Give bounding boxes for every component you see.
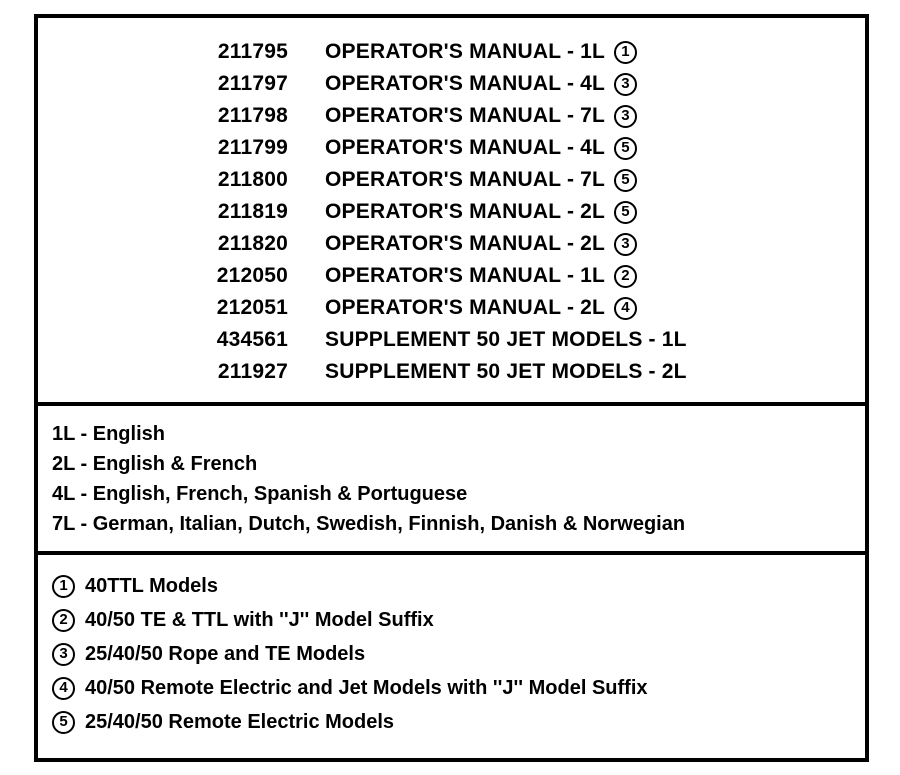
part-number: 212050: [216, 264, 288, 287]
list-item: [52, 637, 865, 671]
language-legend-line: 4L - English, French, Spanish & Portuguese: [52, 483, 468, 505]
part-description-text: OPERATOR'S MANUAL - 7L: [325, 104, 606, 127]
part-description-text: OPERATOR'S MANUAL - 2L: [325, 232, 606, 255]
reference-circle-icon: 3: [614, 105, 637, 128]
part-number: 211799: [217, 136, 288, 159]
part-description-text: OPERATOR'S MANUAL - 2L: [325, 200, 606, 223]
list-item: [52, 603, 865, 637]
reference-circle-icon: 1: [52, 575, 75, 598]
model-note-text: 40/50 Remote Electric and Jet Models with ''J'' Model Suffix: [85, 676, 648, 699]
part-description: [325, 264, 637, 288]
reference-circle-icon: 3: [614, 73, 637, 96]
table-row: [38, 100, 865, 132]
part-description: [325, 40, 637, 64]
part-description: [325, 72, 637, 96]
part-number: 434561: [216, 328, 288, 351]
part-number: 211800: [217, 168, 288, 191]
reference-circle-icon: 4: [52, 677, 75, 700]
reference-circle-icon: 1: [614, 41, 637, 64]
part-number: 211797: [217, 72, 288, 95]
reference-circle-icon: 5: [614, 169, 637, 192]
part-description-text: OPERATOR'S MANUAL - 7L: [325, 168, 606, 191]
table-row: [38, 196, 865, 228]
part-description-text: OPERATOR'S MANUAL - 1L: [325, 40, 606, 63]
part-number: 211798: [217, 104, 288, 127]
part-description-text: OPERATOR'S MANUAL - 1L: [325, 264, 606, 287]
part-description: [325, 168, 637, 192]
reference-circle-icon: 2: [52, 609, 75, 632]
part-description-text: SUPPLEMENT 50 JET MODELS - 2L: [325, 360, 687, 383]
part-description: [325, 136, 637, 160]
language-legend-line: 2L - English & French: [52, 453, 258, 475]
table-row: [38, 132, 865, 164]
part-number: 211795: [217, 40, 288, 63]
reference-circle-icon: 5: [614, 137, 637, 160]
table-row: [38, 68, 865, 100]
part-description: [325, 360, 687, 384]
model-note-text: 40/50 TE & TTL with ''J'' Model Suffix: [85, 608, 434, 631]
reference-circle-icon: 4: [614, 297, 637, 320]
reference-circle-icon: 3: [52, 643, 75, 666]
part-description: [325, 200, 637, 224]
model-notes: [38, 555, 865, 749]
part-description: [325, 232, 637, 256]
reference-circle-icon: 2: [614, 265, 637, 288]
reference-circle-icon: 5: [52, 711, 75, 734]
reference-circle-icon: 3: [614, 233, 637, 256]
list-item: [52, 705, 865, 739]
list-item: [52, 569, 865, 603]
table-row: [38, 164, 865, 196]
part-number: 211819: [217, 200, 288, 223]
part-number: 212051: [216, 296, 288, 319]
part-number: 211820: [217, 232, 288, 255]
language-legend: [38, 406, 865, 555]
part-description: [325, 296, 637, 320]
table-row: [38, 260, 865, 292]
reference-circle-icon: 5: [614, 201, 637, 224]
parts-document: [34, 14, 869, 762]
model-note-text: 25/40/50 Remote Electric Models: [85, 710, 395, 733]
table-row: [38, 356, 865, 388]
part-description: [325, 104, 637, 128]
part-number: 211927: [217, 360, 288, 383]
list-item: [52, 671, 865, 705]
table-row: [38, 228, 865, 260]
parts-table: [38, 18, 865, 406]
part-description: [325, 328, 687, 352]
part-description-text: OPERATOR'S MANUAL - 4L: [325, 136, 606, 159]
table-row: [38, 292, 865, 324]
part-description-text: OPERATOR'S MANUAL - 2L: [325, 296, 606, 319]
part-description-text: SUPPLEMENT 50 JET MODELS - 1L: [325, 328, 687, 351]
language-legend-line: 1L - English: [52, 423, 165, 445]
part-description-text: OPERATOR'S MANUAL - 4L: [325, 72, 606, 95]
table-row: [38, 36, 865, 68]
language-legend-line: 7L - German, Italian, Dutch, Swedish, Finnish, Danish & Norwegian: [52, 513, 686, 535]
table-row: [38, 324, 865, 356]
model-note-text: 40TTL Models: [85, 574, 218, 597]
model-note-text: 25/40/50 Rope and TE Models: [85, 642, 366, 665]
